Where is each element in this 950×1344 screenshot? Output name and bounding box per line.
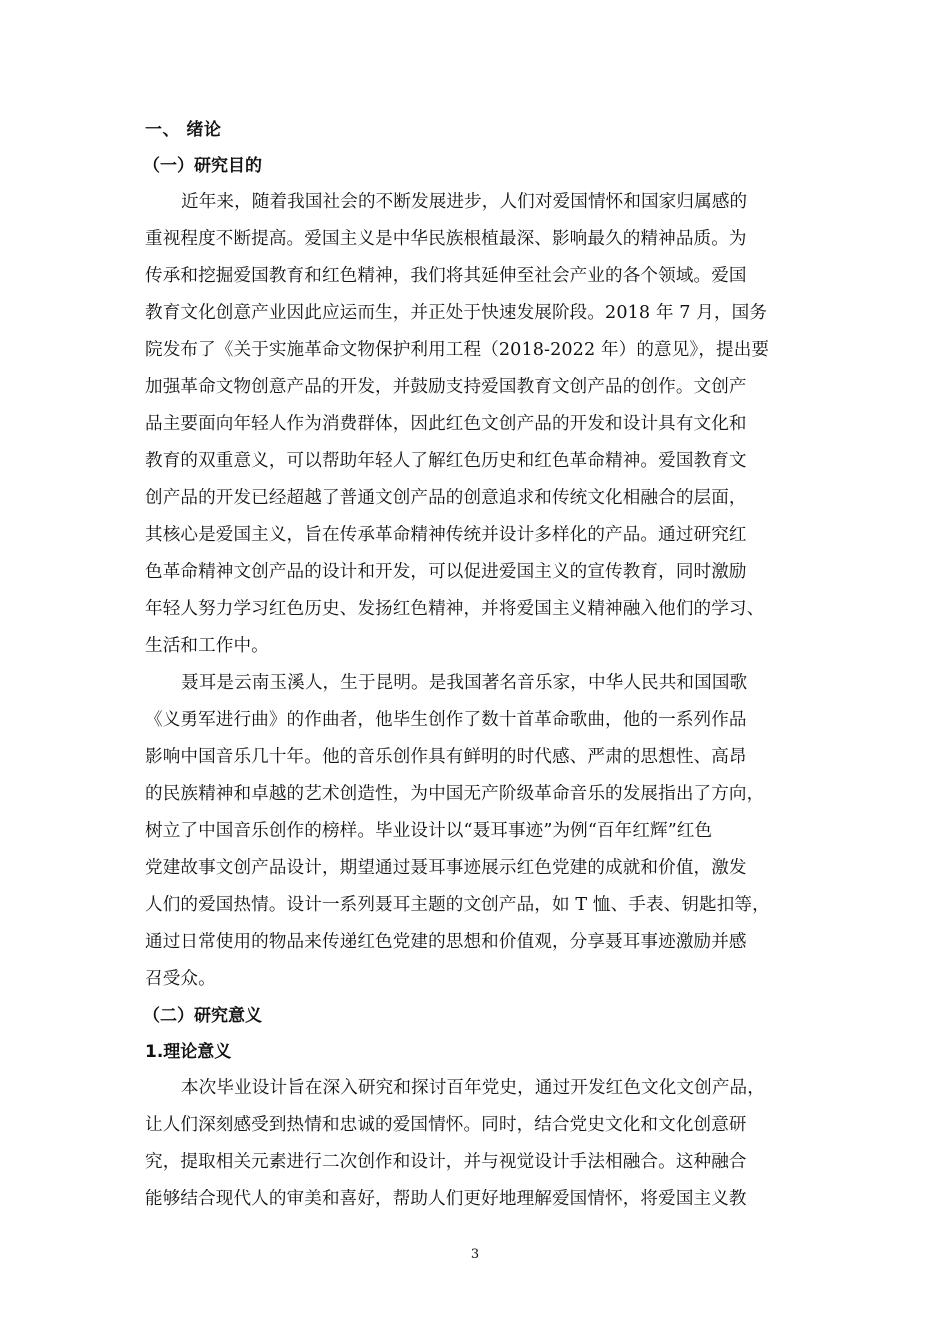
page-body: [145, 112, 815, 1218]
text-line: 党建故事文创产品设计，期望通过聂耳事迹展示红色党建的成就和价值，激发: [145, 858, 747, 878]
text-line: 究，提取相关元素进行二次创作和设计，并与视觉设计手法相融合。这种融合: [145, 1152, 747, 1172]
text-line: 教育文化创意产业因此应运而生，并正处于快速发展阶段。2018 年 7 月，国务: [145, 303, 768, 323]
section-heading-research-significance: （二）研究意义: [143, 1006, 262, 1026]
text-line: 《义勇军进行曲》的作曲者，他毕生创作了数十首革命歌曲，他的一系列作品: [145, 710, 747, 730]
text-line: 近年来，随着我国社会的不断发展进步，人们对爱国情怀和国家归属感的: [181, 192, 748, 212]
paragraph-research-purpose-1: [145, 184, 815, 665]
text-line: 能够结合现代人的审美和喜好，帮助人们更好地理解爱国情怀，将爱国主义教: [145, 1189, 747, 1209]
text-line: 重视程度不断提高。爱国主义是中华民族根植最深、影响最久的精神品质。为: [145, 229, 747, 249]
text-line: 召受众。: [145, 969, 216, 989]
text-line: 本次毕业设计旨在深入研究和探讨百年党史，通过开发红色文化文创产品，: [181, 1078, 765, 1098]
text-line: 的民族精神和卓越的艺术创造性，为中国无产阶级革命音乐的发展指出了方向，: [145, 784, 765, 804]
text-line: 教育的双重意义，可以帮助年轻人了解红色历史和红色革命精神。爱国教育文: [145, 451, 747, 471]
text-line: 创产品的开发已经超越了普通文创产品的创意追求和传统文化相融合的层面，: [145, 488, 747, 508]
text-line: 生活和工作中。: [145, 636, 269, 656]
text-line: 通过日常使用的物品来传递红色党建的思想和价值观，分享聂耳事迹激励并感: [145, 932, 747, 952]
text-line: 影响中国音乐几十年。他的音乐创作具有鲜明的时代感、严肃的思想性、高昂: [145, 747, 747, 767]
chapter-heading: 一、 绪论: [145, 120, 222, 140]
text-line: 聂耳是云南玉溪人，生于昆明。是我国著名音乐家，中华人民共和国国歌: [181, 673, 748, 693]
text-line: 传承和挖掘爱国教育和红色精神，我们将其延伸至社会产业的各个领域。爱国: [145, 266, 747, 286]
subsection-heading-theoretical-significance: 1.理论意义: [145, 1042, 232, 1062]
text-line: 让人们深刻感受到热情和忠诚的爱国情怀。同时，结合党史文化和文化创意研: [145, 1115, 747, 1135]
text-line: 其核心是爱国主义，旨在传承革命精神传统并设计多样化的产品。通过研究红: [145, 525, 747, 545]
text-line: 色革命精神文创产品的设计和开发，可以促进爱国主义的宣传教育，同时激励: [145, 562, 747, 582]
paragraph-theoretical-significance: [145, 1070, 815, 1218]
text-line: 品主要面向年轻人作为消费群体，因此红色文创产品的开发和设计具有文化和: [145, 414, 747, 434]
text-line: 院发布了《关于实施革命文物保护利用工程（2018-2022 年）的意见》，提出要: [145, 340, 770, 360]
section-heading-research-purpose: （一）研究目的: [143, 156, 262, 176]
text-line: 树立了中国音乐创作的榜样。毕业设计以“聂耳事迹”为例“百年红辉”红色: [145, 821, 713, 841]
text-line: 加强革命文物创意产品的开发，并鼓励支持爱国教育文创产品的创作。文创产: [145, 377, 747, 397]
page-number: 3: [470, 1247, 480, 1262]
paragraph-research-purpose-2: [145, 665, 815, 998]
text-line: 年轻人努力学习红色历史、发扬红色精神，并将爱国主义精神融入他们的学习、: [145, 599, 765, 619]
text-line: 人们的爱国热情。设计一系列聂耳主题的文创产品，如 T 恤、手表、钥匙扣等，: [145, 895, 770, 915]
